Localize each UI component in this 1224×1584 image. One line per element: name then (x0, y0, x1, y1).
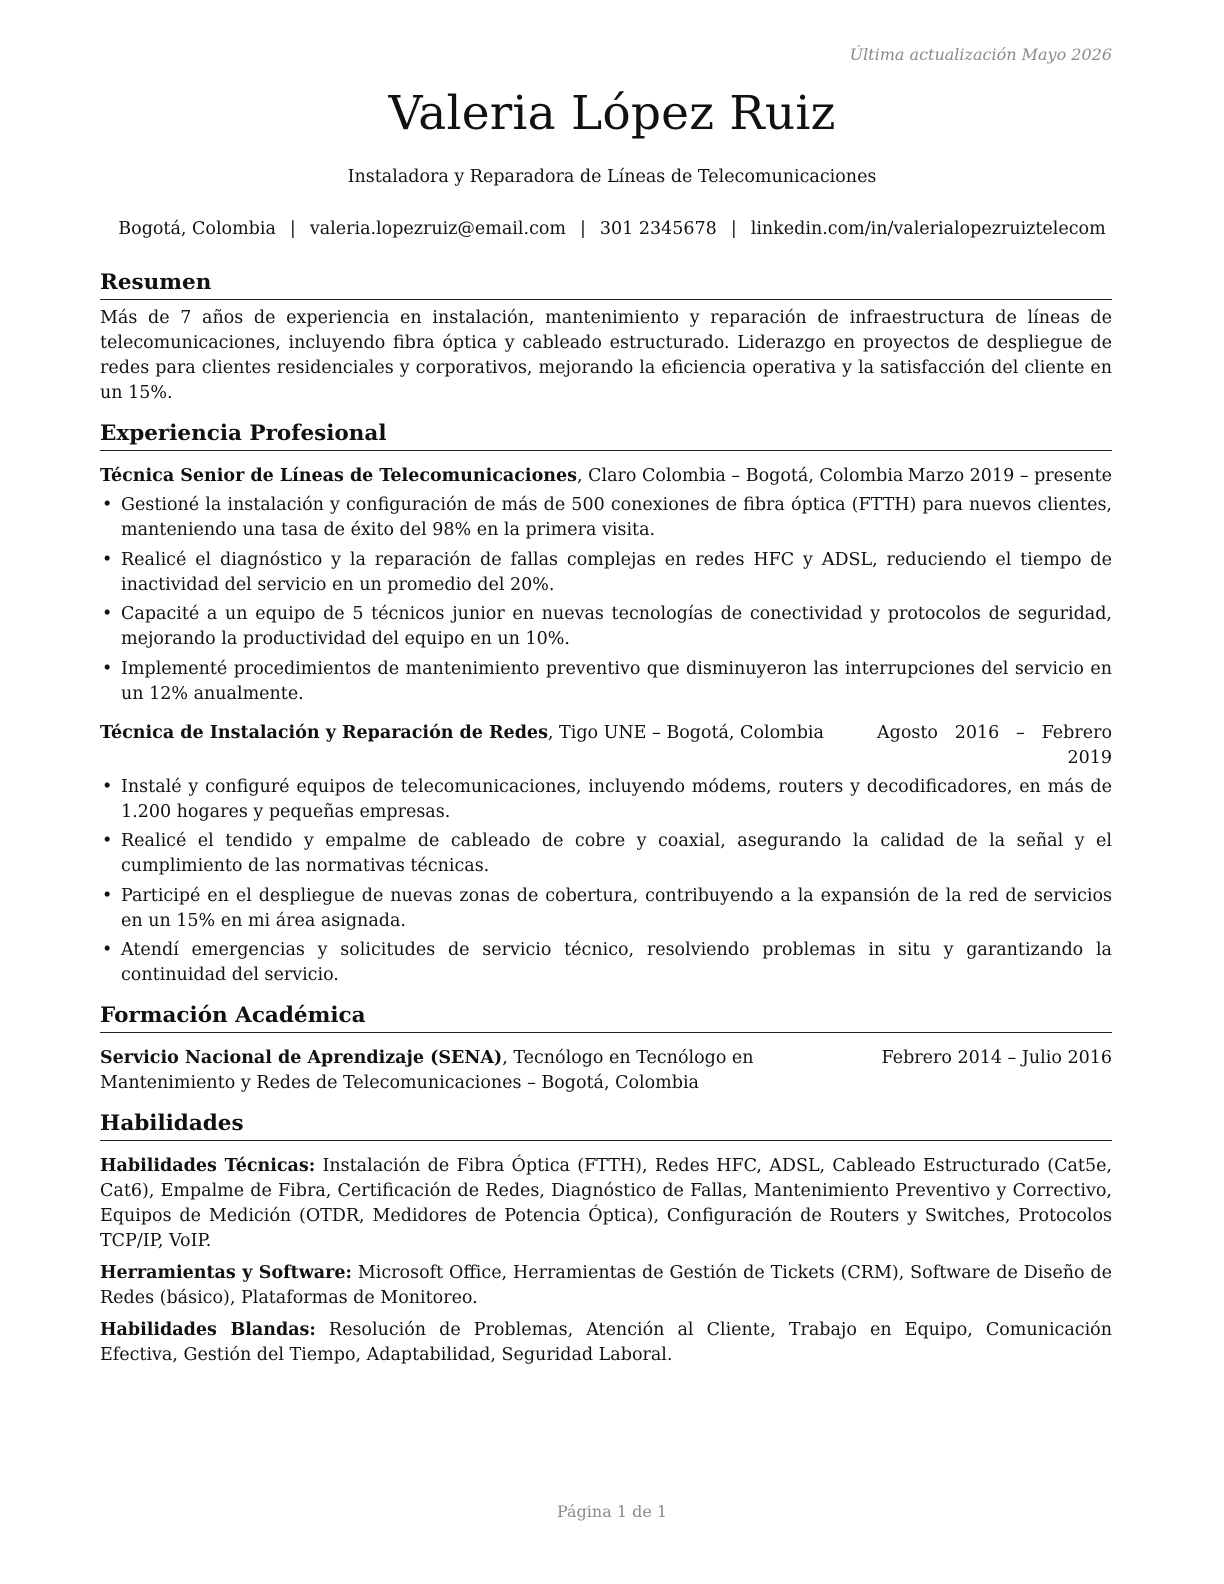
contact-email[interactable]: valeria.lopezruiz@email.com (309, 219, 566, 239)
bullet-text: Realicé el tendido y empalme de cableado de cobre y coaxial, asegurando la calidad de la señal y el cumplimiento de las normativas técnicas. (121, 831, 1112, 876)
candidate-name: Valeria López Ruiz (388, 86, 836, 141)
job-entry (100, 721, 1112, 989)
last-updated: Última actualización Mayo 2026 (849, 45, 1112, 64)
skill-group (100, 1154, 1112, 1254)
skill-label: Habilidades Blandas: (100, 1320, 316, 1340)
page-number: Página 1 de 1 (556, 1502, 668, 1521)
job-header (100, 464, 1112, 489)
job-dates: Agosto 2016 – Febrero 2019 (877, 722, 1112, 768)
summary-text: Más de 7 años de experiencia en instalación, mantenimiento y reparación de infraestructura de líneas de telecomunicaciones, incluyendo fibra óptica y cableado estructurado. Liderazgo en proyectos de despliegue de redes para clientes residenciales y corporativos, mejorando la eficiencia operativa y la satisfacción del cliente en un 15%. (100, 308, 1112, 403)
bullet-icon: • (102, 940, 113, 960)
bullet-icon: • (102, 658, 113, 679)
section-heading-experience: Experiencia Profesional (100, 419, 1112, 451)
bullet-icon: • (102, 776, 113, 797)
job-company: , Tigo UNE – Bogotá, Colombia (547, 722, 824, 743)
bullet-icon: • (102, 495, 113, 515)
contact-line (0, 219, 1224, 239)
bullet-text: Instalé y configuré equipos de telecomunicaciones, incluyendo módems, routers y decodificadores, en más de 1.200 hogares y pequeñas empresas. (121, 776, 1112, 822)
education-entry (100, 1046, 1112, 1096)
skill-label: Habilidades Técnicas: (100, 1156, 316, 1176)
skill-group (100, 1261, 1112, 1311)
contact-location: Bogotá, Colombia (118, 219, 276, 239)
education-detail: , Tecnólogo en Tecnólogo en Mantenimiento y Redes de Telecomunicaciones – Bogotá, Colombia (100, 1048, 754, 1093)
skill-text: Microsoft Office, Herramientas de Gestión de Tickets (CRM), Software de Diseño de Redes (básico), Plataformas de Monitoreo. (100, 1263, 1112, 1308)
separator: | (289, 219, 296, 239)
list-item (100, 493, 1112, 543)
bullet-text: Gestioné la instalación y configuración de más de 500 conexiones de fibra óptica (FTTH) para nuevos clientes, manteniendo una tasa de éxito del 98% en la primera visita. (121, 495, 1112, 540)
job-bullets (100, 493, 1112, 707)
resume-body (100, 268, 1112, 1375)
list-item (100, 775, 1112, 825)
contact-phone: 301 2345678 (599, 219, 717, 239)
bullet-icon: • (102, 831, 113, 851)
list-item (100, 884, 1112, 934)
list-item (100, 657, 1112, 707)
skill-label: Herramientas y Software: (100, 1263, 352, 1283)
bullet-text: Capacité a un equipo de 5 técnicos junior en nuevas tecnologías de conectividad y protocolos de seguridad, mejorando la productividad del equipo en un 10%. (121, 604, 1112, 649)
job-title: Instaladora y Reparadora de Líneas de Telecomunicaciones (347, 167, 877, 187)
separator: | (580, 219, 586, 239)
job-role: Técnica de Instalación y Reparación de Redes (100, 722, 548, 743)
section-heading-summary: Resumen (100, 268, 1112, 300)
bullet-icon: • (102, 885, 113, 906)
job-role: Técnica Senior de Líneas de Telecomunicaciones (100, 466, 577, 486)
bullet-icon: • (102, 549, 113, 570)
job-bullets (100, 775, 1112, 989)
list-item (100, 602, 1112, 652)
job-header (100, 721, 1112, 771)
skills-list (100, 1154, 1112, 1368)
skill-text: Resolución de Problemas, Atención al Cliente, Trabajo en Equipo, Comunicación Efectiva, Gestión del Tiempo, Adaptabilidad, Seguridad Laboral. (100, 1320, 1112, 1365)
list-item (100, 548, 1112, 598)
bullet-text: Atendí emergencias y solicitudes de servicio técnico, resolviendo problemas in situ y garantizando la continuidad del servicio. (121, 940, 1112, 985)
list-item (100, 938, 1112, 988)
skill-group (100, 1318, 1112, 1368)
list-item (100, 829, 1112, 879)
job-company: , Claro Colombia – Bogotá, Colombia (576, 466, 904, 486)
bullet-text: Participé en el despliegue de nuevas zonas de cobertura, contribuyendo a la expansión de la red de servicios en un 15% en mi área asignada. (121, 885, 1112, 931)
skill-text: Instalación de Fibra Óptica (FTTH), Redes HFC, ADSL, Cableado Estructurado (Cat5e, Cat6), Empalme de Fibra, Certificación de Redes, Diagnóstico de Fallas, Mantenimiento Preventivo y Correctivo, Equipos de Medición (OTDR, Medidores de Potencia Óptica), Configuración de Routers y Switches, Protocolos TCP/IP, VoIP. (100, 1156, 1112, 1251)
bullet-icon: • (102, 604, 113, 624)
bullet-text: Implementé procedimientos de mantenimiento preventivo que disminuyeron las interrupciones del servicio en un 12% anualmente. (121, 658, 1112, 704)
contact-linkedin[interactable]: linkedin.com/in/valerialopezruiztelecom (750, 219, 1106, 239)
section-heading-skills: Habilidades (100, 1109, 1112, 1141)
bullet-text: Realicé el diagnóstico y la reparación de fallas complejas en redes HFC y ADSL, reduciendo el tiempo de inactividad del servicio en un promedio del 20%. (121, 549, 1112, 595)
section-heading-education: Formación Académica (100, 1001, 1112, 1033)
education-institution: Servicio Nacional de Aprendizaje (SENA) (100, 1048, 503, 1068)
job-dates: Marzo 2019 – presente (907, 466, 1112, 486)
separator: | (730, 219, 737, 239)
education-dates: Febrero 2014 – Julio 2016 (881, 1048, 1112, 1068)
job-entry (100, 464, 1112, 707)
